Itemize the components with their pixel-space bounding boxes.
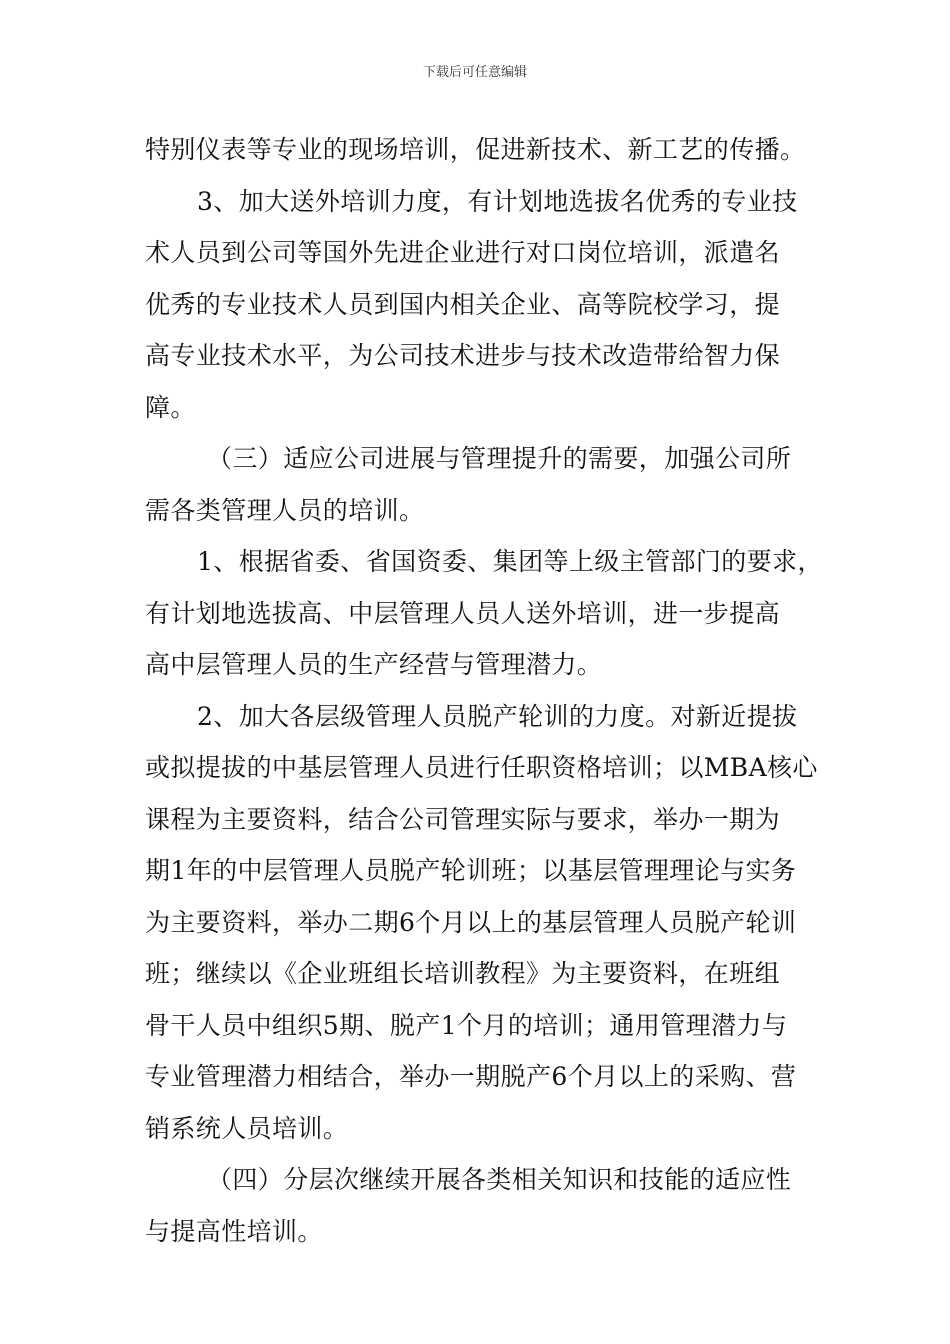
text-line: 专业管理潜力相结合，举办一期脱产6个月以上的采购、营 (145, 1062, 797, 1091)
text-line: 优秀的专业技术人员到国内相关企业、高等院校学习，提 (145, 289, 781, 319)
text-line: 2、加大各层级管理人员脱产轮训的力度。对新近提拔 (197, 701, 798, 731)
text-line: 骨干人员中组织5期、脱产1个月的培训；通用管理潜力与 (145, 1010, 788, 1040)
text-line: 销系统人员培训。 (145, 1113, 349, 1143)
text-line: 障。 (145, 392, 196, 422)
text-line: 高专业技术水平，为公司技术进步与技术改造带给智力保 (145, 341, 781, 370)
text-line: 课程为主要资料，结合公司管理实际与要求，举办一期为 (145, 804, 781, 834)
text-line: 为主要资料，举办二期6个月以上的基层管理人员脱产轮训 (145, 907, 797, 937)
text-line: 与提高性培训。 (145, 1216, 323, 1246)
text-line: 班；继续以《企业班组长培训教程》为主要资料，在班组 (145, 959, 781, 988)
text-line: 特别仪表等专业的现场培训，促进新技术、新工艺的传播。 (145, 135, 806, 164)
text-line: 期1年的中层管理人员脱产轮训班；以基层管理理论与实务 (145, 856, 797, 885)
text-line: （三）适应公司进展与管理提升的需要，加强公司所 (207, 444, 792, 473)
document-body (145, 124, 823, 1257)
text-line: 高中层管理人员的生产经营与管理潜力。 (145, 650, 603, 679)
text-line: （四）分层次继续开展各类相关知识和技能的适应性 (207, 1165, 792, 1194)
text-line: 3、加大送外培训力度，有计划地选拔名优秀的专业技 (197, 186, 798, 216)
text-line: 有计划地选拔高、中层管理人员人送外培训，进一步提高 (145, 598, 781, 628)
text-line: 或拟提拔的中基层管理人员进行任职资格培训；以MBA核心 (145, 753, 818, 782)
text-line: 需各类管理人员的培训。 (145, 495, 425, 525)
text-line: 1、根据省委、省国资委、集团等上级主管部门的要求， (197, 547, 823, 576)
page-header: 下载后可任意编辑 (422, 65, 527, 80)
text-line: 术人员到公司等国外先进企业进行对口岗位培训，派遣名 (145, 238, 781, 267)
